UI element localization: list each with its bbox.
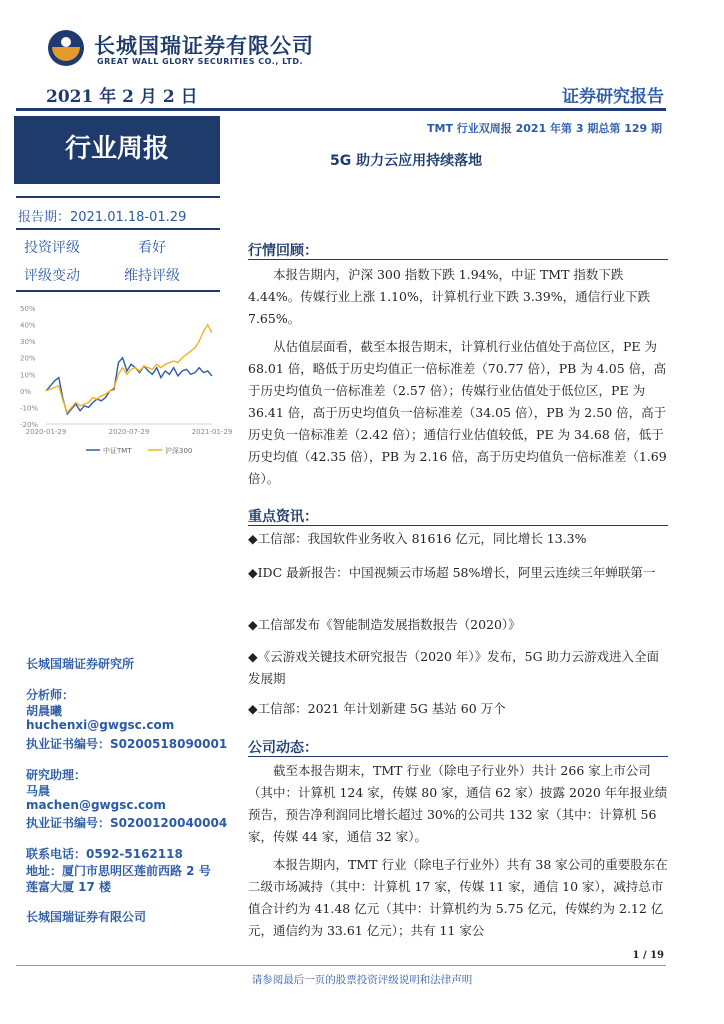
- issue-line: TMT 行业双周报 2021 年第 3 期总第 129 期: [427, 122, 662, 135]
- paragraph: 本报告期内，沪深 300 指数下跌 1.94%，中证 TMT 指数下跌 4.44%。传媒行业上涨 1.10%，计算机行业下跌 3.39%，通信行业下跌 7.65%。: [248, 267, 651, 326]
- section-divider: [248, 259, 668, 260]
- index-performance-chart: [16, 298, 233, 468]
- analyst-cert: 执业证书编号：S0200518090001: [26, 737, 228, 751]
- company-name-cn: 长城国瑞证券有限公司: [94, 34, 314, 58]
- news-item: ◆工信部：我国软件业务收入 81616 亿元，同比增长 13.3%: [248, 531, 587, 546]
- rating-value: 看好: [138, 240, 166, 256]
- report-period: 报告期：2021.01.18-01.29: [18, 210, 187, 225]
- rating-change-value: 维持评级: [124, 268, 180, 284]
- x-tick-label: 2020-01-29: [25, 428, 67, 436]
- contact-address-building: 莲富大厦 17 楼: [26, 880, 112, 894]
- assistant-name: 马晨: [26, 784, 51, 798]
- company-logo-icon: [48, 30, 84, 66]
- news-item: ◆《云游戏关键技术研究报告（2020 年）》发布，5G 助力云游戏进入全面发展期: [248, 649, 660, 686]
- legend-label: 沪深300: [165, 447, 193, 455]
- assistant-email[interactable]: machen@gwgsc.com: [26, 798, 166, 812]
- sidebar-divider: [16, 290, 220, 292]
- section-title-key-news: 重点资讯：: [248, 509, 318, 525]
- y-tick-label: 20%: [20, 354, 36, 363]
- x-tick-label: 2021-01-29: [191, 428, 233, 436]
- rating-change-label: 评级变动: [24, 268, 80, 284]
- research-institute: 长城国瑞证券研究所: [26, 657, 135, 671]
- analyst-name: 胡晨曦: [26, 704, 63, 718]
- footer-divider: [16, 965, 666, 966]
- company-footer-name: 长城国瑞证券有限公司: [26, 910, 147, 924]
- y-tick-label: 30%: [20, 338, 36, 347]
- company-name-en: GREAT WALL GLORY SECURITIES CO., LTD.: [97, 57, 304, 66]
- legend-label: 中证TMT: [103, 447, 132, 455]
- y-tick-label: 0%: [20, 387, 32, 396]
- x-tick-label: 2020-07-29: [108, 428, 150, 436]
- report-type: 证券研究报告: [562, 87, 664, 107]
- sidebar-divider: [16, 228, 220, 230]
- report-headline: 5G 助力云应用持续落地: [330, 153, 483, 169]
- news-item: ◆IDC 最新报告：中国视频云市场超 58%增长，阿里云连续三年蝉联第一: [248, 565, 656, 580]
- section-title-company-news: 公司动态：: [248, 740, 318, 756]
- rating-label: 投资评级: [24, 240, 80, 256]
- disclaimer-footer: 请参阅最后一页的股票投资评级说明和法律声明: [251, 974, 473, 986]
- analyst-email[interactable]: huchenxi@gwgsc.com: [26, 718, 175, 732]
- y-tick-label: -20%: [20, 421, 39, 429]
- paragraph: 截至本报告期末，TMT 行业（除电子行业外）共计 266 家上市公司（其中：计算机 124 家，传媒 80 家，通信 62 家）披露 2020 年年报业绩预告，预告净利润同比增长超过 30%的公司共 132 家（其中：计算机 56 家，传媒 44 家，通信 32 家）。: [248, 763, 668, 844]
- y-tick-label: 10%: [20, 371, 36, 380]
- paragraph: 从估值层面看，截至本报告期末，计算机行业估值处于高位区，PE 为 68.01 倍，略低于历史均值正一倍标准差（70.77 倍），PB 为 4.05 倍，高于历史均值负一倍标准差（2.57 倍）；传媒行业估值处于低位区，PE 为 36.41 倍，高于历史均值负一倍标准差（34.05 倍），PB 为 2.50 倍，高于历史负一倍标准差（2.42 倍）；通信行业估值较低，PE 为 34.68 倍，低于历史均值（42.35 倍），PB 为 2.16 倍，高于历史均值负一倍标准差（1.69 倍）。: [248, 339, 667, 486]
- analyst-label: 分析师：: [26, 688, 75, 702]
- contact-phone: 联系电话：0592-5162118: [26, 847, 183, 861]
- news-item: ◆工信部发布《智能制造发展指数报告（2020）》: [248, 617, 521, 632]
- y-tick-label: 50%: [20, 305, 36, 313]
- news-item: ◆工信部：2021 年计划新建 5G 基站 60 万个: [248, 701, 506, 716]
- banner-title: 行业周报: [64, 134, 169, 164]
- assistant-cert: 执业证书编号：S0200120040004: [26, 816, 228, 830]
- contact-address: 地址：厦门市思明区莲前西路 2 号: [26, 864, 211, 878]
- section-title-market-review: 行情回顾：: [248, 243, 318, 259]
- assistant-label: 研究助理：: [26, 768, 87, 782]
- section-divider: [248, 525, 668, 526]
- y-tick-label: -10%: [20, 404, 39, 413]
- section-divider: [248, 756, 668, 757]
- page-number: 1 / 19: [632, 950, 664, 961]
- paragraph: 本报告期内，TMT 行业（除电子行业外）共有 38 家公司的重要股东在二级市场减持（其中：计算机 17 家，传媒 11 家，通信 10 家），减持总市值合计约为 41.48 亿元（其中：计算机约为 5.75 亿元，传媒约为 2.12 亿元，通信约为 33.61 亿元）；共有 11 家公: [248, 857, 668, 938]
- sidebar-divider: [16, 196, 220, 198]
- header-divider: [16, 108, 666, 111]
- report-date: 2021 年 2 月 2 日: [46, 87, 198, 107]
- chart-svg: [16, 298, 233, 468]
- y-tick-label: 40%: [20, 321, 36, 330]
- series-line: [46, 358, 212, 414]
